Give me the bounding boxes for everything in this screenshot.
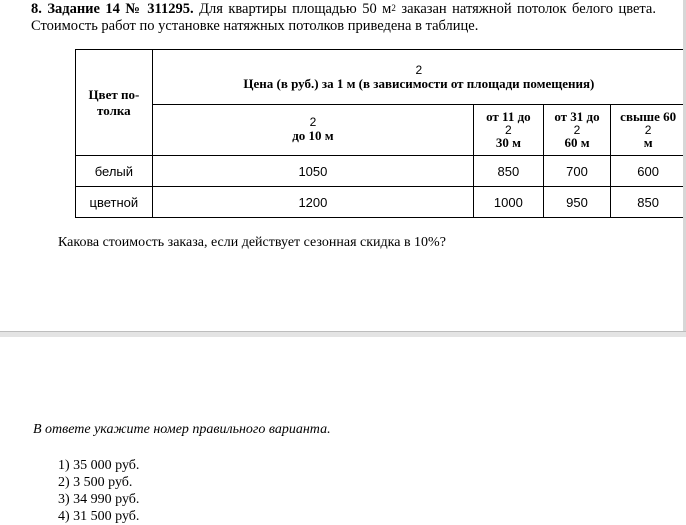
range-header-2 (474, 105, 544, 156)
range-4-bottom: м (643, 135, 653, 150)
question-text: Какова стоимость заказа, если действует сезонная скидка в 10%? (58, 235, 446, 250)
row-1-price-2: 850 (474, 156, 544, 187)
range-header-3 (543, 105, 611, 156)
answer-option-1[interactable]: 1) 35 000 руб. (58, 458, 140, 473)
range-header-1 (152, 105, 473, 156)
unit-superscript: 2 (391, 3, 396, 13)
range-3-top: от 31 до (554, 109, 600, 124)
problem-text-start: Для квартиры площадью 50 м (199, 1, 392, 17)
range-3-bottom: 60 м (564, 135, 590, 150)
problem-number: 8. Задание 14 № 311295. (31, 1, 194, 17)
price-header-text: Цена (в руб.) за 1 м (в зависимости от площади помещения) (243, 75, 595, 91)
row-1-price-3: 700 (543, 156, 611, 187)
range-1-label: до 10 м (292, 128, 334, 143)
row-1-price-4: 600 (611, 156, 686, 187)
range-2-exponent: 2 (505, 123, 512, 137)
answer-instruction: В ответе укажите номер правильного варианта. (33, 422, 331, 437)
table-range-row (76, 105, 686, 156)
row-1-price-1: 1050 (152, 156, 473, 187)
table-row (76, 187, 686, 218)
color-header: Цвет по-толка (76, 50, 153, 156)
page-separator (0, 331, 686, 337)
problem-text-end: заказан натяжной потолок белого цвета. Стоимость работ по установке натяжных потолков приведена в таблице. (31, 1, 656, 34)
answer-options (58, 457, 139, 525)
range-4-exponent: 2 (644, 123, 652, 137)
row-2-color: цветной (76, 187, 153, 218)
range-1-exponent: 2 (309, 115, 317, 129)
price-header (152, 50, 685, 105)
row-2-price-3: 950 (543, 187, 611, 218)
range-2-bottom: 30 м (495, 135, 521, 150)
row-2-price-4: 850 (611, 187, 686, 218)
range-2-top: от 11 до (486, 109, 531, 124)
row-2-price-2: 1000 (474, 187, 544, 218)
price-table (75, 49, 686, 218)
range-header-4 (611, 105, 686, 156)
row-2-price-1: 1200 (152, 187, 473, 218)
range-4-top: свыше 60 (620, 109, 677, 124)
table-header-row (76, 50, 686, 105)
price-header-exponent: 2 (415, 62, 423, 77)
answer-option-4[interactable]: 4) 31 500 руб. (58, 509, 140, 524)
problem-statement (31, 1, 656, 35)
table-row (76, 156, 686, 187)
row-1-color: белый (76, 156, 153, 187)
answer-option-3[interactable]: 3) 34 990 руб. (58, 492, 140, 507)
answer-option-2[interactable]: 2) 3 500 руб. (58, 475, 133, 490)
range-3-exponent: 2 (573, 123, 581, 137)
